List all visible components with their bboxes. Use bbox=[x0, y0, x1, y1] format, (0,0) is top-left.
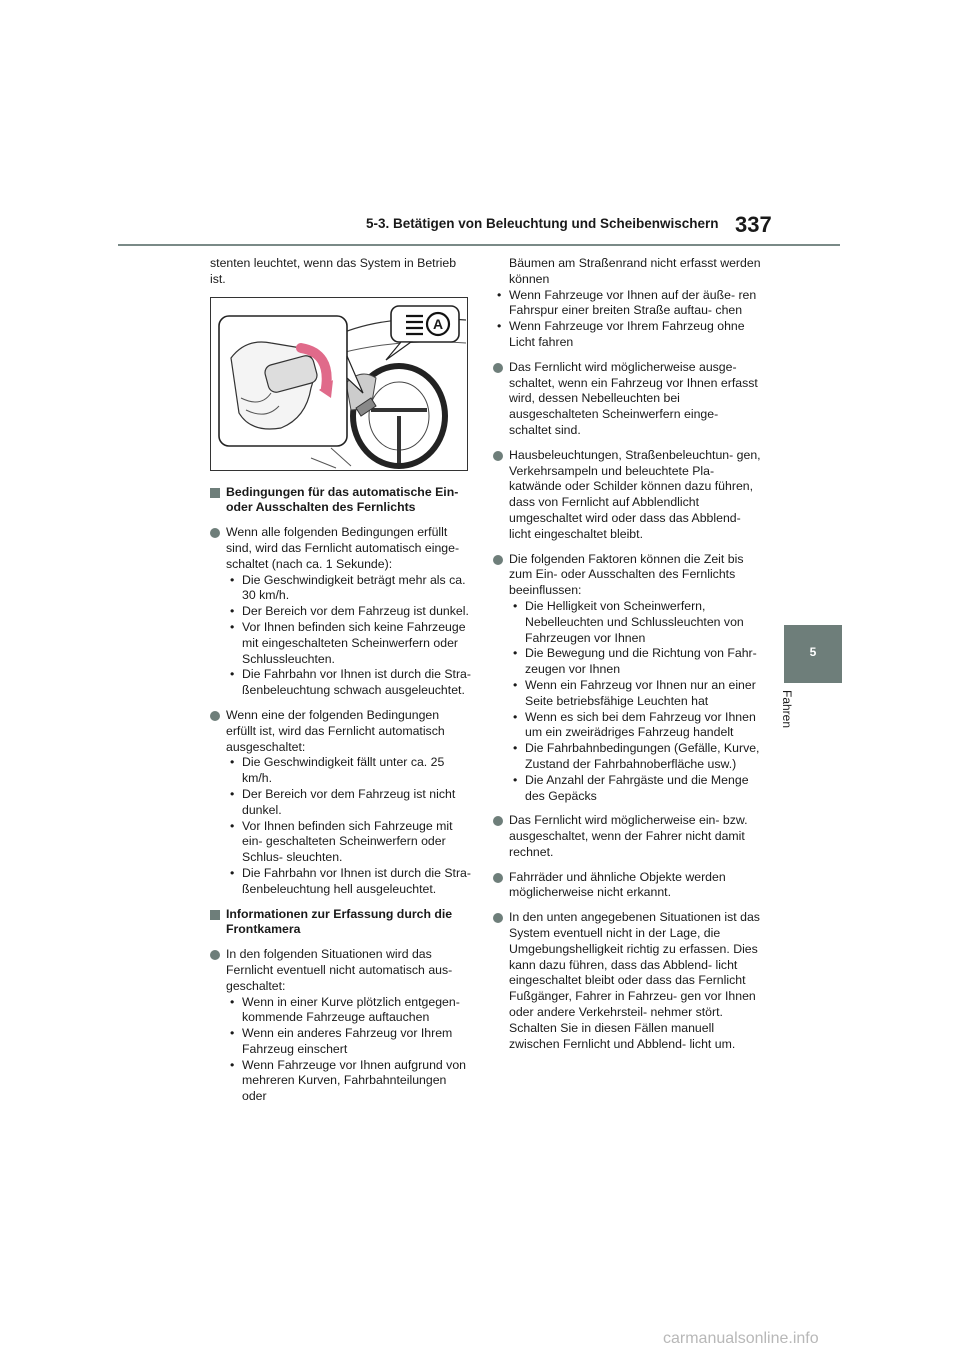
bullet-timing-factors: Die folgenden Faktoren können die Zeit bis zum Ein- oder Ausschalten des Fernlichts beeinflussen: • Die Helligkeit von Scheinwerfern, Nebelleuchten und Schlussleuchten von Fahrzeugen vor Ihnen • Die Bewegung und die Richtung von Fahr- zeugen vor Ihnen • Wenn ein Fahrzeug vor Ihnen nur an einer Seite betriebsfähige Leuchten hat • Wenn es sich bei dem Fahrzeug vor Ihnen um ein zweirädriges Fahrzeug handelt • Die Fahrbahnbedingungen (Gefälle, Kurve, Zustand der Fahrbahnoberfläche usw.) • Die Anzahl der Fahrgäste und die Menge des Gepäcks bbox=[493, 552, 761, 805]
list-item: • Der Bereich vor dem Fahrzeug ist nicht dunkel. bbox=[230, 786, 456, 817]
list-item: • Die Bewegung und die Richtung von Fahr- zeugen vor Ihnen bbox=[513, 646, 757, 677]
list-item: • Vor Ihnen befinden sich Fahrzeuge mit ein- geschalteten Scheinwerfern oder Schlus- sleuchten. bbox=[230, 818, 453, 865]
header-rule bbox=[118, 244, 840, 246]
chapter-label: Fahren bbox=[780, 690, 794, 729]
bullet-bicycles: Fahrräder und ähnliche Objekte werden möglicherweise nicht erkannt. bbox=[493, 870, 761, 902]
circle-bullet-icon bbox=[210, 528, 220, 538]
circle-bullet-icon bbox=[493, 451, 503, 461]
circle-bullet-icon bbox=[210, 950, 220, 960]
page-header-title: 5-3. Betätigen von Beleuchtung und Scheibenwischern bbox=[366, 216, 719, 231]
bullet-fog-lights: Das Fernlicht wird möglicherweise ausge- schaltet, wenn ein Fahrzeug vor Ihnen erfasst wird, dessen Nebelleuchten bei ausgeschalteten Scheinwerfern einge- schaltet sind. bbox=[493, 360, 761, 439]
list-item: • Wenn Fahrzeuge vor Ihnen auf der äuße- ren Fahrspur einer breiten Straße auftau- chen bbox=[497, 287, 757, 318]
bullet-manual-switch: In den unten angegebenen Situationen ist das System eventuell nicht in der Lage, die Umgebungshelligkeit richtig zu erfassen. Dies kann dazu führen, dass das Abblend- licht eingeschaltet bleibt oder dass das Fernlicht Fußgänger, Fahrer in Fahrzeu- gen vor Ihnen oder andere Verkehrsteil- nehmer stört. Schalten Sie in diesen Fällen manuell zwischen Fernlicht und Abblend- licht um. bbox=[493, 910, 761, 1052]
circle-bullet-icon bbox=[493, 873, 503, 883]
chapter-number: 5 bbox=[809, 645, 817, 659]
continued-list bbox=[493, 256, 761, 351]
intro-text: stenten leuchtet, wenn das System in Betrieb ist. bbox=[210, 256, 457, 286]
list-item: • Wenn in einer Kurve plötzlich entgegen- kommende Fahrzeuge auftauchen bbox=[230, 994, 460, 1025]
bullet-auto-off: Wenn eine der folgenden Bedingungen erfüllt ist, wird das Fernlicht automatisch ausgeschaltet: • Die Geschwindigkeit fällt unter ca. 25 km/h. • Der Bereich vor dem Fahrzeug ist nicht dunkel. • Vor Ihnen befinden sich Fahrzeuge mit ein- geschalteten Scheinwerfern oder Schlus- sleuchten. • Die Fahrbahn vor Ihnen ist durch die Stra- ßenbeleuchtung hell ausgeleuchtet. bbox=[210, 708, 472, 898]
list-item: • Die Geschwindigkeit fällt unter ca. 25 km/h. bbox=[230, 755, 445, 786]
watermark: carmanualsonline.info bbox=[663, 1330, 819, 1347]
list-item: • Die Geschwindigkeit beträgt mehr als ca. 30 km/h. bbox=[230, 572, 466, 603]
bullet-street-lighting: Hausbeleuchtungen, Straßenbeleuchtun- gen, Verkehrsampeln und beleuchtete Pla- katwände oder Schilder können dazu führen, dass von Fernlicht auf Abblendlicht umgeschaltet wird oder dass das Abblend- licht eingeschaltet bleibt. bbox=[493, 448, 761, 543]
circle-bullet-icon bbox=[493, 555, 503, 565]
left-column bbox=[210, 256, 472, 1114]
headlight-lever-figure bbox=[210, 297, 468, 471]
list-item: • Der Bereich vor dem Fahrzeug ist dunkel. bbox=[230, 604, 469, 619]
list-item: • Wenn ein anderes Fahrzeug vor Ihrem Fahrzeug einschert bbox=[230, 1026, 453, 1056]
list-item-continued: Bäumen am Straßenrand nicht erfasst werden können bbox=[509, 256, 761, 286]
square-bullet-icon bbox=[210, 488, 220, 498]
circle-bullet-icon bbox=[210, 711, 220, 721]
list-item: • Vor Ihnen befinden sich keine Fahrzeuge mit eingeschalteten Scheinwerfern oder Schlussleuchten. bbox=[230, 619, 466, 666]
section-heading-front-camera: Informationen zur Erfassung durch die Frontkamera bbox=[210, 907, 472, 939]
list-item: • Die Anzahl der Fahrgäste und die Menge des Gepäcks bbox=[513, 772, 749, 803]
circle-bullet-icon bbox=[493, 816, 503, 826]
bullet-not-auto-off: In den folgenden Situationen wird das Fernlicht eventuell nicht automatisch aus- geschaltet: • Wenn in einer Kurve plötzlich entgegen- kommende Fahrzeuge auftauchen • Wenn ein anderes Fahrzeug vor Ihrem Fahrzeug einschert • Wenn Fahrzeuge vor Ihnen aufgrund von mehreren Kurven, Fahrbahnteilungen oder bbox=[210, 947, 472, 1105]
list-item: • Die Helligkeit von Scheinwerfern, Nebelleuchten und Schlussleuchten von Fahrzeugen vor Ihnen bbox=[513, 598, 744, 645]
bullet-auto-on: Wenn alle folgenden Bedingungen erfüllt sind, wird das Fernlicht automatisch einge- schaltet (nach ca. 1 Sekunde): • Die Geschwindigkeit beträgt mehr als ca. 30 km/h. • Der Bereich vor dem Fahrzeug ist dunkel. • Vor Ihnen befinden sich keine Fahrzeuge mit eingeschalteten Scheinwerfern oder Schlussleuchten. • Die Fahrbahn vor Ihnen ist durch die Stra- ßenbeleuchtung schwach ausgeleuchtet. bbox=[210, 525, 472, 699]
list-item: • Die Fahrbahnbedingungen (Gefälle, Kurve, Zustand der Fahrbahnoberfläche usw.) bbox=[513, 741, 760, 771]
list-item: • Wenn es sich bei dem Fahrzeug vor Ihnen um ein zweirädriges Fahrzeug handelt bbox=[513, 709, 756, 740]
circle-bullet-icon bbox=[493, 913, 503, 923]
section-heading-auto-switching: Bedingungen für das automatische Ein- oder Ausschalten des Fernlichts bbox=[210, 485, 472, 517]
list-item: • Wenn Fahrzeuge vor Ihrem Fahrzeug ohne Licht fahren bbox=[497, 319, 745, 349]
list-item: • Wenn Fahrzeuge vor Ihnen aufgrund von mehreren Kurven, Fahrbahnteilungen oder bbox=[230, 1057, 466, 1104]
page-number: 337 bbox=[735, 212, 772, 237]
list-item: • Wenn ein Fahrzeug vor Ihnen nur an einer Seite betriebsfähige Leuchten hat bbox=[513, 677, 756, 708]
circle-bullet-icon bbox=[493, 363, 503, 373]
list-item: • Die Fahrbahn vor Ihnen ist durch die Stra- ßenbeleuchtung hell ausgeleuchtet. bbox=[230, 865, 471, 896]
chapter-side-tab[interactable] bbox=[784, 625, 842, 683]
right-column bbox=[493, 256, 761, 1061]
auto-high-beam-indicator-icon: A bbox=[432, 315, 444, 332]
bullet-unexpected-switching: Das Fernlicht wird möglicherweise ein- bzw. ausgeschaltet, wenn der Fahrer nicht damit rechnet. bbox=[493, 813, 761, 860]
square-bullet-icon bbox=[210, 910, 220, 920]
list-item: • Die Fahrbahn vor Ihnen ist durch die Stra- ßenbeleuchtung schwach ausgeleuchtet. bbox=[230, 667, 471, 698]
